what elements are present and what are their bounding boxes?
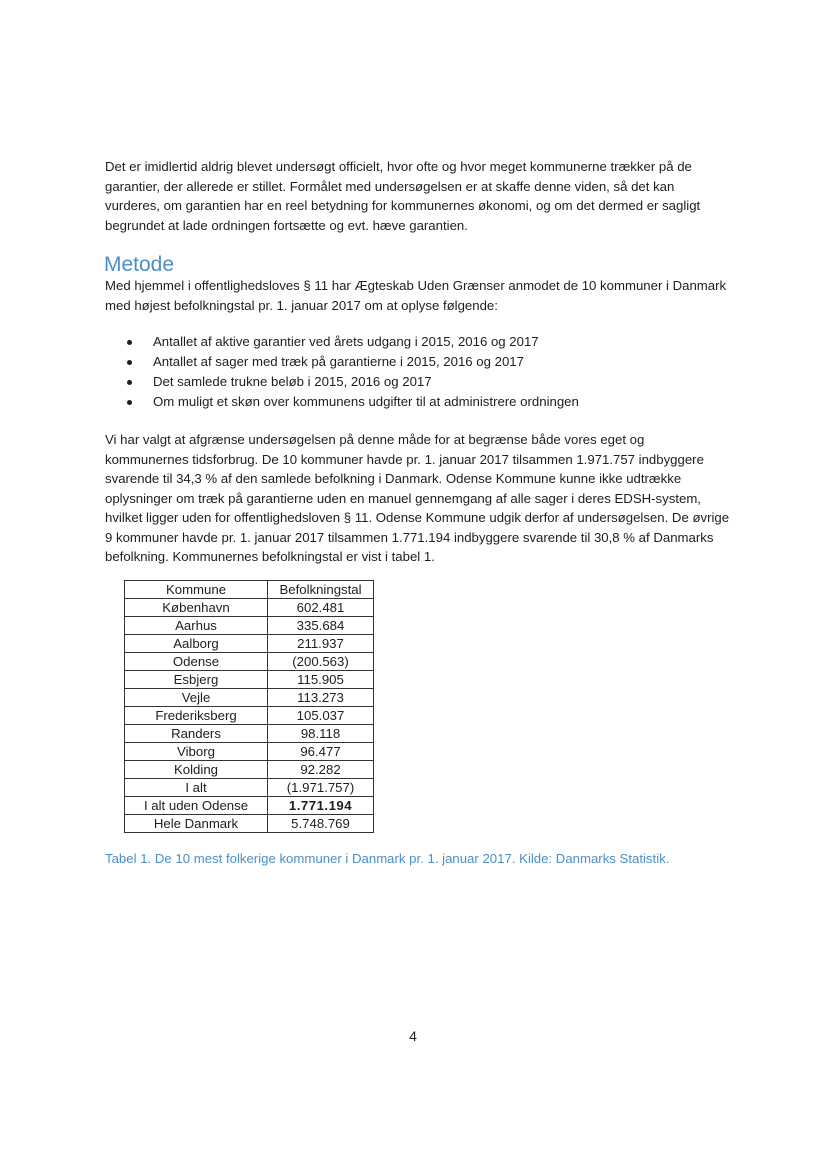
method-paragraph: Med hjemmel i offentlighedsloves § 11 har Ægteskab Uden Grænser anmodet de 10 kommuner i Danmark med højest befolkningstal pr. 1. januar 2017 om at oplyse følgende: xyxy=(105,278,727,313)
cell-befolkningstal: (200.563) xyxy=(268,653,374,671)
table-row xyxy=(125,707,374,725)
table-row xyxy=(125,599,374,617)
cell-kommune: I alt xyxy=(125,779,268,797)
bullet-icon xyxy=(127,400,132,405)
table-row-denmark xyxy=(125,815,374,833)
list-item-text: Antallet af sager med træk på garantierne i 2015, 2016 og 2017 xyxy=(153,354,524,369)
cell-befolkningstal: 5.748.769 xyxy=(268,815,374,833)
table-row-total-excl-odense xyxy=(125,797,374,815)
cell-kommune: Frederiksberg xyxy=(125,707,268,725)
table-row xyxy=(125,653,374,671)
cell-kommune: Aalborg xyxy=(125,635,268,653)
page-number: 4 xyxy=(409,1028,417,1044)
table-row xyxy=(125,725,374,743)
cell-befolkningstal: 113.273 xyxy=(268,689,374,707)
request-list xyxy=(105,332,705,412)
table-row xyxy=(125,671,374,689)
cell-befolkningstal: 211.937 xyxy=(268,635,374,653)
list-item-text: Det samlede trukne beløb i 2015, 2016 og 2017 xyxy=(153,374,432,389)
table-row-total xyxy=(125,779,374,797)
list-item xyxy=(105,372,705,392)
cell-kommune: Odense xyxy=(125,653,268,671)
cell-kommune: Hele Danmark xyxy=(125,815,268,833)
table-row xyxy=(125,743,374,761)
bullet-icon xyxy=(127,380,132,385)
table-caption: Tabel 1. De 10 mest folkerige kommuner i Danmark pr. 1. januar 2017. Kilde: Danmarks Statistik. xyxy=(105,851,670,866)
list-item xyxy=(105,392,705,412)
cell-befolkningstal: 115.905 xyxy=(268,671,374,689)
header-befolkningstal: Befolkningstal xyxy=(268,581,374,599)
list-item xyxy=(105,332,705,352)
table-header-row xyxy=(125,581,374,599)
cell-kommune: Vejle xyxy=(125,689,268,707)
cell-befolkningstal: 602.481 xyxy=(268,599,374,617)
bullet-icon xyxy=(127,340,132,345)
cell-befolkningstal: 105.037 xyxy=(268,707,374,725)
list-item xyxy=(105,352,705,372)
cell-befolkningstal: (1.971.757) xyxy=(268,779,374,797)
cell-befolkningstal: 1.771.194 xyxy=(268,797,374,815)
cell-kommune: Aarhus xyxy=(125,617,268,635)
scope-paragraph: Vi har valgt at afgrænse undersøgelsen på denne måde for at begrænse både vores eget og kommunernes tidsforbrug. De 10 kommuner havde pr. 1. januar 2017 tilsammen 1.971.757 indbyggere svarende til 34,3 % af den samlede befolkning i Danmark. Odense Kommune kunne ikke udtrække oplysninger om træk på garantierne uden en manuel gennemgang af alle sager i deres EDSH-system, hvilket ligger uden for offentlighedsloven § 11. Odense Kommune udgik derfor af undersøgelsen. De øvrige 9 kommuner havde pr. 1. januar 2017 tilsammen 1.771.194 indbyggere svarende til 30,8 % af Danmarks befolkning. Kommunernes befolkningstal er vist i tabel 1. xyxy=(105,432,730,564)
header-kommune: Kommune xyxy=(125,581,268,599)
cell-kommune: I alt uden Odense xyxy=(125,797,268,815)
bullet-icon xyxy=(127,360,132,365)
cell-kommune: København xyxy=(125,599,268,617)
cell-befolkningstal: 98.118 xyxy=(268,725,374,743)
cell-befolkningstal: 92.282 xyxy=(268,761,374,779)
cell-kommune: Randers xyxy=(125,725,268,743)
intro-paragraph: Det er imidlertid aldrig blevet undersøgt officielt, hvor ofte og hvor meget kommunerne trækker på de garantier, der allerede er stillet. Formålet med undersøgelsen er at skaffe denne viden, så det kan vurderes, om garantien har en reel betydning for kommunernes økonomi, og om det dermed er sagligt begrundet at lade ordningen fortsætte og evt. hæve garantien. xyxy=(105,159,701,233)
list-item-text: Om muligt et skøn over kommunens udgifter til at administrere ordningen xyxy=(153,394,579,409)
table-row xyxy=(125,761,374,779)
table-row xyxy=(125,689,374,707)
table-row xyxy=(125,635,374,653)
cell-kommune: Esbjerg xyxy=(125,671,268,689)
table-row xyxy=(125,617,374,635)
cell-kommune: Viborg xyxy=(125,743,268,761)
cell-befolkningstal: 96.477 xyxy=(268,743,374,761)
cell-kommune: Kolding xyxy=(125,761,268,779)
population-table xyxy=(124,580,374,833)
section-heading-metode: Metode xyxy=(104,253,175,276)
list-item-text: Antallet af aktive garantier ved årets udgang i 2015, 2016 og 2017 xyxy=(153,334,539,349)
cell-befolkningstal: 335.684 xyxy=(268,617,374,635)
